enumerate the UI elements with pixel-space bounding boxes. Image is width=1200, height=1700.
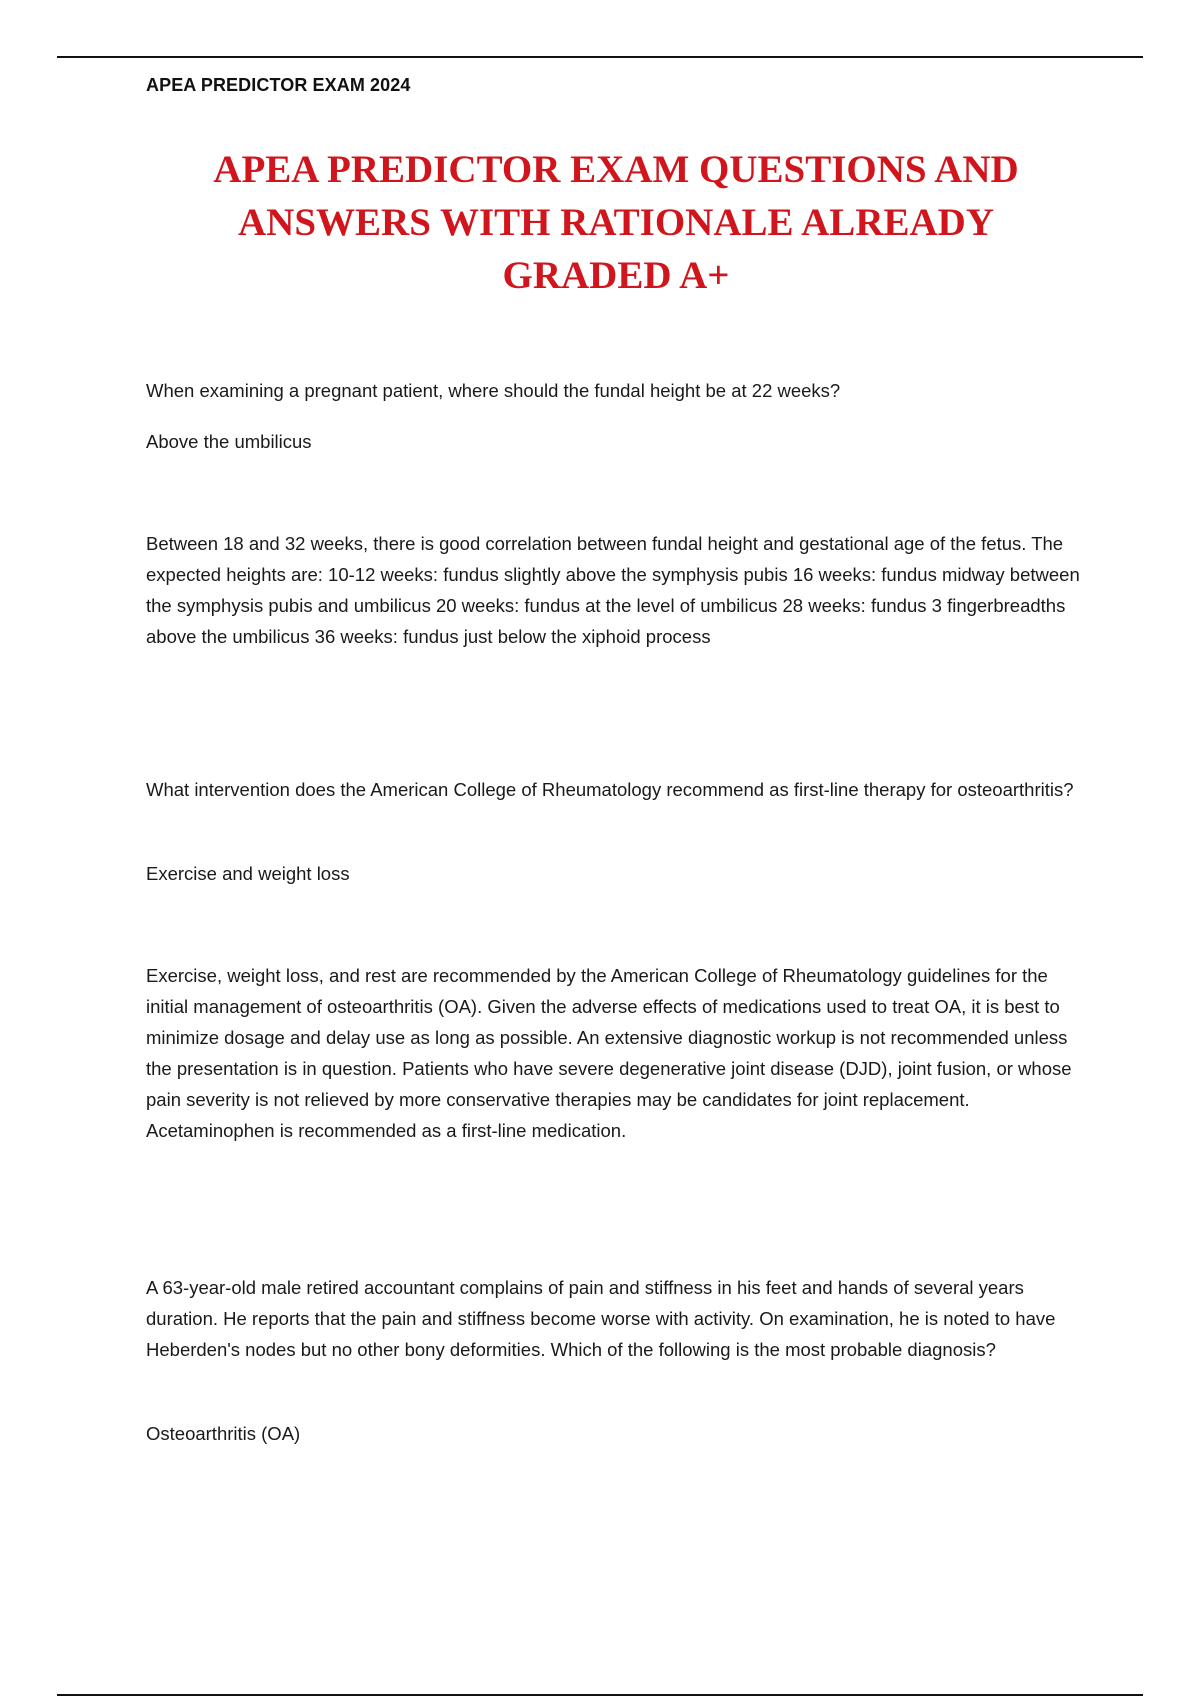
- question-1: When examining a pregnant patient, where should the fundal height be at 22 weeks?: [146, 380, 841, 401]
- answer-1: Above the umbilicus: [146, 431, 312, 452]
- rationale-2: Exercise, weight loss, and rest are recommended by the American College of Rheumatology guidelines for the initial management of osteoarthritis (OA). Given the adverse effects of medications used to treat OA, it is best to minimize dosage and delay use as long as possible. An extensive diagnostic workup is not recommended unless the presentation is in question. Patients who have severe degenerative joint disease (DJD), joint fusion, or whose pain severity is not relieved by more conservative therapies may be candidates for joint replacement. Acetaminophen is recommended as a first-line medication.: [146, 965, 1072, 1141]
- title-line-2: ANSWERS WITH RATIONALE ALREADY: [238, 201, 994, 244]
- title-line-3: GRADED A+: [502, 254, 730, 297]
- question-2: What intervention does the American College of Rheumatology recommend as first-line therapy for osteoarthritis?: [146, 779, 1074, 800]
- document-title: [146, 143, 1086, 302]
- running-header: APEA PREDICTOR EXAM 2024: [146, 75, 411, 95]
- rationale-1: Between 18 and 32 weeks, there is good correlation between fundal height and gestational age of the fetus. The expected heights are: 10-12 weeks: fundus slightly above the symphysis pubis 16 weeks: fundus midway between the symphysis pubis and umbilicus 20 weeks: fundus at the level of umbilicus 28 weeks: fundus 3 fingerbreadths above the umbilicus 36 weeks: fundus just below the xiphoid process: [146, 533, 1080, 647]
- top-rule: [57, 56, 1143, 58]
- question-3: A 63-year-old male retired accountant complains of pain and stiffness in his feet and hands of several years duration. He reports that the pain and stiffness become worse with activity. On examination, he is noted to have Heberden's nodes but no other bony deformities. Which of the following is the most probable diagnosis?: [146, 1277, 1056, 1360]
- title-line-1: APEA PREDICTOR EXAM QUESTIONS AND: [213, 148, 1019, 191]
- bottom-rule: [57, 1694, 1143, 1696]
- answer-2: Exercise and weight loss: [146, 863, 350, 884]
- answer-3: Osteoarthritis (OA): [146, 1423, 301, 1444]
